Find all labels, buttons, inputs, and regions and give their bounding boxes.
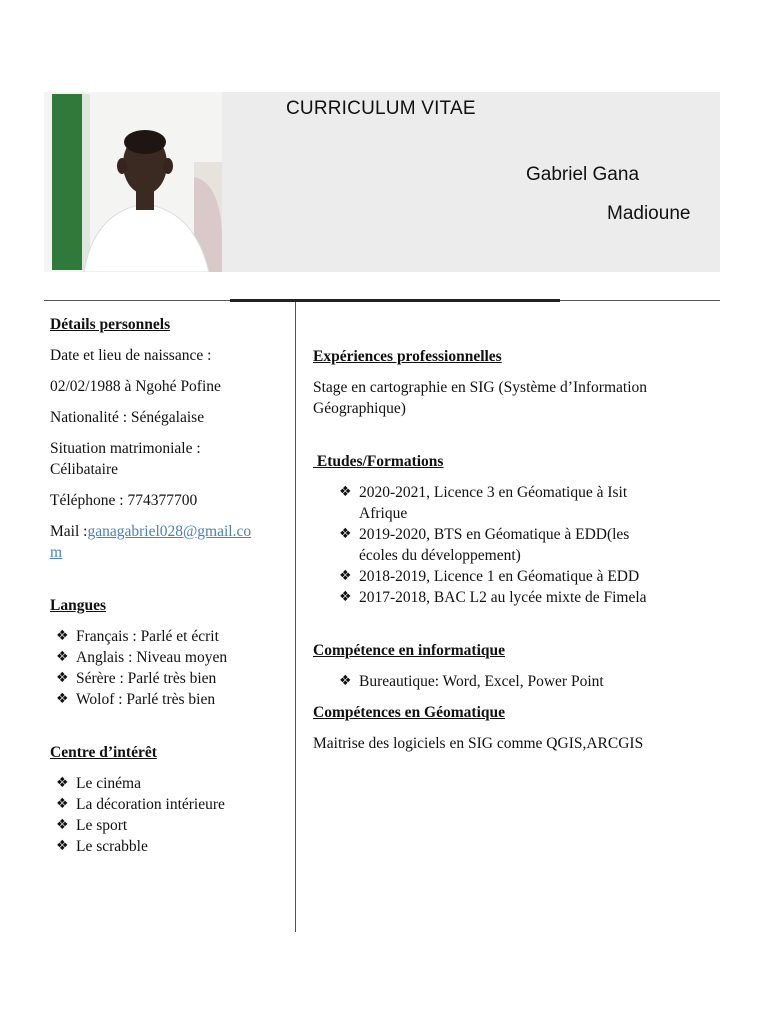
birth-value: 02/02/1988 à Ngohé Pofine <box>50 378 221 395</box>
name-first: Gabriel Gana <box>526 164 640 185</box>
left-column <box>50 314 292 857</box>
marital-value: Célibataire <box>50 461 118 478</box>
top-divider <box>44 300 720 301</box>
experience-text-2: Géographique) <box>313 400 406 417</box>
diamond-bullet-icon: ❖ <box>56 838 69 854</box>
list-item: ❖ La décoration intérieure <box>56 796 225 813</box>
personal-details-heading: Détails personnels <box>50 316 171 333</box>
marital-label: Situation matrimoniale : <box>50 440 201 457</box>
languages-list <box>50 626 292 710</box>
diamond-bullet-icon: ❖ <box>56 775 69 791</box>
diamond-bullet-icon: ❖ <box>56 670 69 686</box>
interests-heading: Centre d’intérêt <box>50 744 157 761</box>
experience-text-1: Stage en cartographie en SIG (Système d’Information <box>313 379 648 396</box>
list-item: ❖ Sérère : Parlé très bien <box>56 670 217 687</box>
right-column <box>313 346 713 754</box>
experience-heading: Expériences professionnelles <box>313 348 502 365</box>
profile-photo <box>44 92 222 272</box>
geo-skills-heading: Compétences en Géomatique <box>313 704 505 721</box>
list-item: ❖ Anglais : Niveau moyen <box>56 649 228 666</box>
phone: Téléphone : 774377700 <box>50 492 198 509</box>
list-item: ❖ 2019-2020, BTS en Géomatique à EDD(les écoles du développement) <box>339 526 630 564</box>
list-item: ❖ Le cinéma <box>56 775 141 792</box>
name-last: Madioune <box>607 203 691 224</box>
list-item: ❖ Bureautique: Word, Excel, Power Point <box>339 673 604 690</box>
diamond-bullet-icon: ❖ <box>339 568 352 584</box>
page-title: CURRICULUM VITAE <box>286 98 476 119</box>
list-item: ❖ 2020-2021, Licence 3 en Géomatique à Isit Afrique <box>339 484 628 522</box>
diamond-bullet-icon: ❖ <box>56 628 69 644</box>
birth-label: Date et lieu de naissance : <box>50 347 212 364</box>
diamond-bullet-icon: ❖ <box>339 589 352 605</box>
mail-line-1 <box>50 521 292 542</box>
list-item: ❖ Wolof : Parlé très bien <box>56 691 216 708</box>
mail-label: Mail : <box>50 523 88 540</box>
it-skills-list <box>313 671 713 692</box>
column-divider <box>295 302 296 932</box>
list-item: ❖ Français : Parlé et écrit <box>56 628 219 645</box>
diamond-bullet-icon: ❖ <box>339 673 352 689</box>
diamond-bullet-icon: ❖ <box>56 796 69 812</box>
nationality: Nationalité : Sénégalaise <box>50 409 205 426</box>
list-item: ❖ 2018-2019, Licence 1 en Géomatique à EDD <box>339 568 640 585</box>
diamond-bullet-icon: ❖ <box>56 691 69 707</box>
diamond-bullet-icon: ❖ <box>339 526 352 542</box>
diamond-bullet-icon: ❖ <box>339 484 352 500</box>
mail-link[interactable]: ganagabriel028@gmail.co <box>87 523 252 540</box>
it-skills-heading: Compétence en informatique <box>313 642 505 659</box>
mail-link-continued[interactable]: m <box>50 544 63 561</box>
languages-heading: Langues <box>50 597 106 614</box>
geo-skills-text: Maitrise des logiciels en SIG comme QGIS,ARCGIS <box>313 735 644 752</box>
education-list <box>313 482 713 608</box>
diamond-bullet-icon: ❖ <box>56 649 69 665</box>
list-item: ❖ Le sport <box>56 817 128 834</box>
education-heading: Etudes/Formations <box>316 453 444 470</box>
diamond-bullet-icon: ❖ <box>56 817 69 833</box>
list-item: ❖ Le scrabble <box>56 838 148 855</box>
interests-list <box>50 773 292 857</box>
list-item: ❖ 2017-2018, BAC L2 au lycée mixte de Fimela <box>339 589 647 606</box>
